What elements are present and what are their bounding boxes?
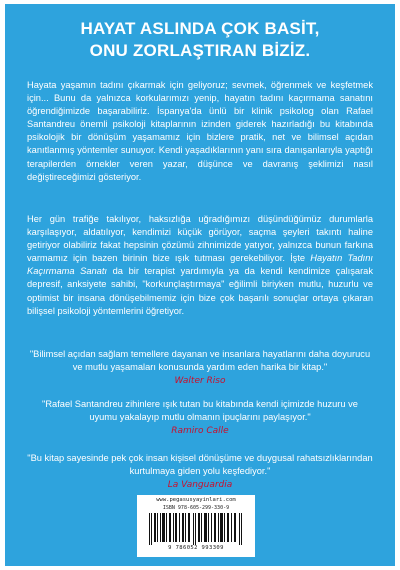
headline-line-2: ONU ZORLAŞTIRAN BİZİZ. <box>89 41 311 60</box>
review-quote-3 <box>27 452 373 492</box>
back-cover <box>5 4 395 566</box>
isbn-label: ISBN 978-605-299-330-9 <box>162 505 230 511</box>
review-quote-2 <box>27 398 373 438</box>
quote-source: Walter Riso <box>174 376 226 387</box>
quote-source: La Vanguardia <box>167 480 233 491</box>
barcode-icon <box>149 513 243 545</box>
quote-text: "Bilimsel açıdan sağlam temellere dayanan ve insanlara hayatlarını daha doyurucu ve mutlu yaşamaları konusunda yardım eden harika bir kitap." <box>29 349 371 373</box>
quote-source: Ramiro Calle <box>171 426 229 437</box>
barcode-panel <box>137 495 255 557</box>
description-paragraph-1: Hayata yaşamın tadını çıkarmak için geliyoruz; sevmek, öğrenmek ve keşfetmek için... Bunu da yalnızca korkularımızı yenip, hayatın tadını kaçırmama sanatını öğrendiğimizde başarabiliriz. İspanya'da ünlü bir klinik psikolog olan Rafael Santandreu önemli psikoloji kitaplarının izinden giderek hazırladığı bu kitabında psikolojik bir dönüşüm yaşamamız için bizlere pratik, net ve bilimsel açıdan kanıtlanmış yöntemler sunuyor. Kendi yaşadıklarının yanı sıra danışanlarıyla yaptığı terapilerden örnekler veren yazar, düşünce ve davranış şeklimizi nasıl değiştireceğimizi gösteriyor. <box>27 80 373 182</box>
paragraph-2-part-1: Her gün trafiğe takılıyor, haksızlığa uğradığımızı düşündüğümüz durumlarla karşılaşıyor, aldatılıyor, kendimizi küçük görüyor, saçma şeyleri takıntı haline getiriyor olabiliriz fakat hepsinin çözümü zihnimizde yatıyor, yalnızca bunun farkına varmamız için bazen birinin bize ışık tutması gerekebiliyor. İşte <box>27 214 373 264</box>
publisher-url: www.pegasusyayinlari.com <box>156 497 236 503</box>
headline <box>5 18 395 62</box>
quote-text: "Bu kitap sayesinde pek çok insan kişisel dönüşüme ve duygusal rahatsızlıklarından kurtulmaya giden yolu keşfediyor." <box>27 453 373 477</box>
barcode-number: 9 786052 993309 <box>168 545 224 551</box>
paragraph-2-part-2: da bir terapist yardımıyla ya da kendi kendimize çalışarak depresif, anksiyete sahibi, "korkunçlaştırmaya" eğilimli biriyken mutlu, huzurlu ve optimist bir insana dönüşebilmemiz için bize çok başarılı sonuçlar ortaya çıkaran bilişsel psikoloji yöntemlerini öğretiyor. <box>27 266 373 316</box>
headline-line-1: HAYAT ASLINDA ÇOK BASİT, <box>80 19 320 38</box>
quote-text: "Rafael Santandreu zihinlere ışık tutan bu kitabında kendi içimizde huzuru ve uyumu yakalayıp mutlu olmanın ipuçlarını paylaşıyor." <box>42 399 358 423</box>
description-paragraph-2 <box>27 213 373 318</box>
review-quote-1 <box>27 348 373 388</box>
book-title-italic: Hayatın Tadını Kaçırmama Sanatı <box>27 253 373 277</box>
